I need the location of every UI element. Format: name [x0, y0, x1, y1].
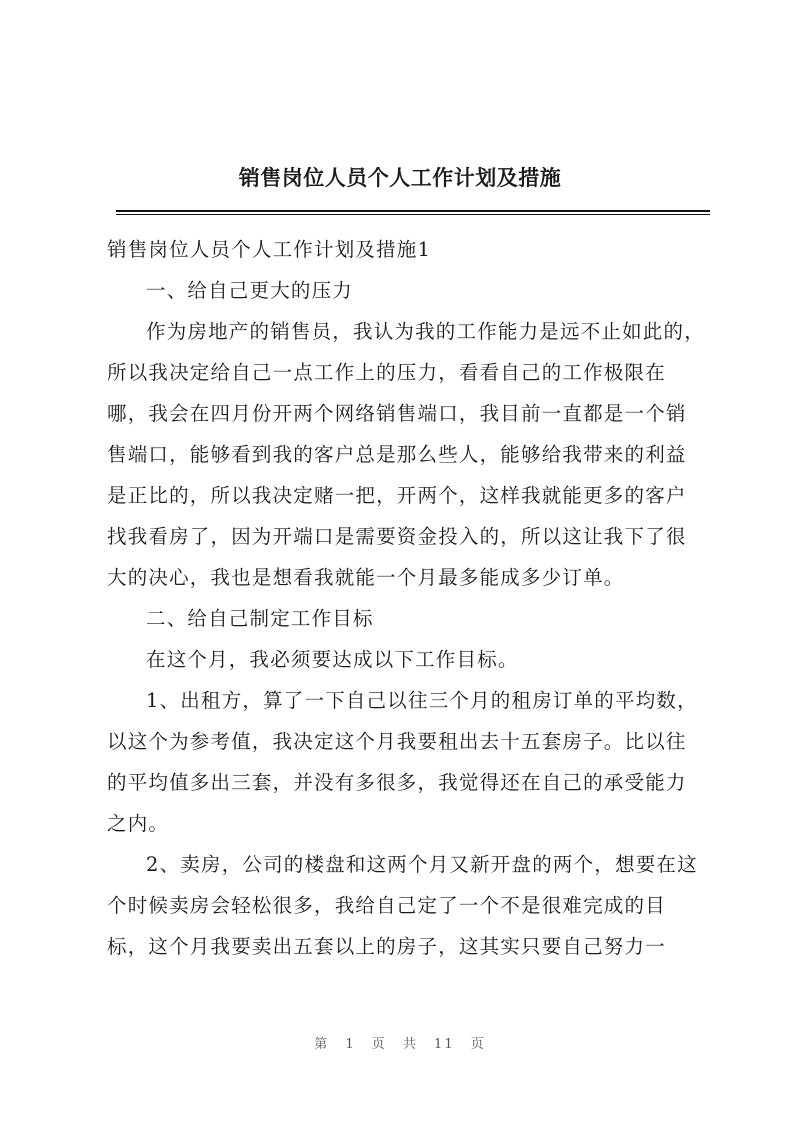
page-footer: 第 1 页 共 11 页 — [314, 1037, 486, 1052]
subheading: 二、给自己制定工作目标 — [146, 607, 374, 630]
paragraph: 2、卖房，公司的楼盘和这两个月又新开盘的两个，想要在这个时候卖房会轻松很多，我给自己定了一个不是很难完成的目标，这个月我要卖出五套以上的房子，这其实只要自己努力一 — [107, 853, 698, 958]
subheading: 一、给自己更大的压力 — [146, 279, 354, 302]
section-heading: 销售岗位人员个人工作计划及措施1 — [107, 238, 432, 261]
document-title: 销售岗位人员个人工作计划及措施 — [238, 166, 562, 190]
paragraph: 1、出租方，算了一下自己以往三个月的租房订单的平均数，以这个为参考值，我决定这个月我要租出去十五套房子。比以往的平均值多出三套，并没有多很多，我觉得还在自己的承受能力之内。 — [107, 689, 698, 835]
document-body — [107, 229, 707, 967]
paragraph: 作为房地产的销售员，我认为我的工作能力是远不止如此的，所以我决定给自己一点工作上的压力，看看自己的工作极限在哪，我会在四月份开两个网络销售端口，我目前一直都是一个销售端口，能够看到我的客户总是那么些人，能够给我带来的利益是正比的，所以我决定赌一把，开两个，这样我就能更多的客户找我看房了，因为开端口是需要资金投入的，所以这让我下了很大的决心，我也是想看我就能一个月最多能成多少订单。 — [107, 320, 705, 589]
paragraph: 在这个月，我必须要达成以下工作目标。 — [146, 648, 519, 671]
title-rule — [116, 210, 710, 212]
title-rule-thin — [116, 214, 710, 215]
